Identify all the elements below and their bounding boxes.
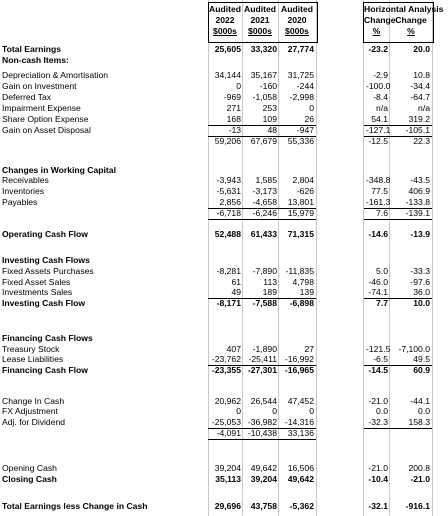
value-cell: 20,962 — [214, 396, 241, 406]
change-pct-cell: 22.3 — [413, 136, 430, 146]
sum-underline — [208, 298, 316, 299]
row-label: Depreciation & Amortisation — [2, 70, 109, 80]
row-label: Financing Cash Flows — [2, 333, 93, 343]
change-pct-cell: -8.4 — [373, 92, 388, 102]
change-pct-cell: 406.9 — [408, 186, 430, 196]
row-label: Payables — [2, 197, 38, 207]
table-row — [0, 81, 448, 92]
row-label: Share Option Expense — [2, 114, 89, 124]
value-cell: -1,890 — [252, 344, 277, 354]
value-cell: 0 — [236, 406, 241, 416]
change-pct-cell: 10.0 — [413, 298, 430, 308]
change-pct-cell: -2.9 — [373, 70, 388, 80]
value-cell: 29,696 — [214, 501, 241, 511]
header-year: 2020 — [287, 15, 307, 25]
value-cell: -11,835 — [285, 266, 314, 276]
change-pct-cell: -161.3 — [366, 197, 391, 207]
value-cell: 61,433 — [250, 229, 277, 239]
value-cell: 31,725 — [287, 70, 314, 80]
value-cell: 168 — [226, 114, 241, 124]
change-pct-cell: -13.9 — [410, 229, 430, 239]
value-cell: -947 — [296, 125, 314, 135]
change-pct-cell: 319.2 — [408, 114, 430, 124]
table-row — [0, 92, 448, 103]
value-cell: -160 — [259, 81, 277, 91]
change-pct-cell: -14.5 — [368, 365, 388, 375]
table-row — [0, 266, 448, 277]
change-pct-cell: -32.1 — [368, 501, 388, 511]
change-pct-cell: 200.8 — [408, 463, 430, 473]
change-pct-cell: n/a — [418, 103, 430, 113]
change-pct-cell: -100.0 — [366, 81, 391, 91]
value-cell: 2,856 — [219, 197, 241, 207]
value-cell: -5,362 — [289, 501, 314, 511]
value-cell: 0 — [309, 406, 314, 416]
row-label: Investing Cash Flows — [2, 255, 90, 265]
value-cell: -7,890 — [252, 266, 277, 276]
sum-underline — [208, 125, 316, 126]
table-row — [0, 44, 448, 55]
header-units: $000s — [248, 26, 272, 36]
value-cell: -6,246 — [252, 208, 277, 218]
value-cell: 33,136 — [287, 428, 314, 438]
value-cell: -4,091 — [216, 428, 241, 438]
change-pct-cell: -127.1 — [366, 125, 391, 135]
value-cell: 13,801 — [287, 197, 314, 207]
change-pct-cell: -12.5 — [368, 136, 388, 146]
sum-underline — [208, 365, 316, 366]
table-row — [0, 417, 448, 428]
value-cell: 271 — [226, 103, 241, 113]
value-cell: -3,173 — [252, 186, 277, 196]
value-cell: 26,544 — [250, 396, 277, 406]
value-cell: 35,113 — [215, 474, 241, 484]
value-cell: -8,171 — [216, 298, 241, 308]
value-cell: 27 — [304, 344, 314, 354]
value-cell: 71,315 — [287, 229, 314, 239]
header-percent: % — [407, 26, 415, 36]
sum-underline — [364, 136, 432, 137]
value-cell: -3,943 — [216, 175, 241, 185]
change-pct-cell: 60.9 — [413, 365, 430, 375]
table-row — [0, 55, 448, 66]
change-pct-cell: -21.0 — [410, 474, 430, 484]
header-audited: Audited — [281, 4, 313, 14]
value-cell: -6,718 — [216, 208, 241, 218]
value-cell: 407 — [226, 344, 241, 354]
value-cell: -23,355 — [211, 365, 241, 375]
table-row — [0, 255, 448, 266]
value-cell: 34,144 — [214, 70, 241, 80]
change-pct-cell: -10.4 — [368, 474, 388, 484]
sum-underline — [208, 136, 316, 137]
row-label: FX Adjustment — [2, 406, 58, 416]
value-cell: -5,631 — [216, 186, 241, 196]
change-pct-cell: -33.3 — [410, 266, 430, 276]
change-pct-cell: 7.7 — [376, 298, 388, 308]
row-label: Inventories — [2, 186, 45, 196]
table-row — [0, 406, 448, 417]
row-label: Fixed Asset Sales — [2, 277, 71, 287]
value-cell: 43,758 — [250, 501, 277, 511]
value-cell: 61 — [231, 277, 241, 287]
sum-underline — [208, 208, 316, 209]
row-label: Lease Liabilities — [2, 354, 64, 364]
row-label: Impairment Expense — [2, 103, 81, 113]
change-pct-cell: -46.0 — [368, 277, 388, 287]
value-cell: 16,506 — [287, 463, 314, 473]
change-pct-cell: 36.0 — [413, 287, 430, 297]
sum-underline — [364, 298, 432, 299]
change-pct-cell: -348.8 — [366, 175, 391, 185]
table-row — [0, 125, 448, 136]
value-cell: 55,336 — [287, 136, 314, 146]
value-cell: 35,167 — [250, 70, 277, 80]
header-audited: Audited — [209, 4, 241, 14]
value-cell: 49,642 — [250, 463, 277, 473]
header-percent: % — [372, 26, 381, 36]
value-cell: -25,411 — [248, 354, 277, 364]
value-cell: 49 — [231, 287, 241, 297]
header-year: 2021 — [250, 15, 270, 25]
row-label: Treasury Stock — [2, 344, 60, 354]
change-pct-cell: 0.0 — [376, 406, 388, 416]
row-label: Investments Sales — [2, 287, 73, 297]
value-cell: 0 — [309, 103, 314, 113]
value-cell: 113 — [263, 277, 277, 287]
change-pct-cell: 54.1 — [371, 114, 388, 124]
value-cell: -14,316 — [284, 417, 314, 427]
row-label: Operating Cash Flow — [2, 229, 88, 239]
table-row — [0, 474, 448, 485]
value-cell: 47,452 — [287, 396, 314, 406]
change-pct-cell: -7,100.0 — [398, 344, 430, 354]
table-row — [0, 229, 448, 240]
row-label: Closing Cash — [2, 474, 57, 484]
change-pct-cell: -105.1 — [405, 125, 430, 135]
value-cell: -7,588 — [252, 298, 277, 308]
table-row — [0, 365, 448, 376]
change-pct-cell: 77.5 — [371, 186, 388, 196]
row-label: Adj. for Dividend — [2, 417, 66, 427]
header-units: $000s — [213, 26, 237, 36]
change-pct-cell: -121.5 — [366, 344, 391, 354]
row-label: Investing Cash Flow — [2, 298, 86, 308]
value-cell: 27,774 — [287, 44, 314, 54]
table-row — [0, 186, 448, 197]
value-cell: -16,992 — [284, 354, 314, 364]
change-pct-cell: -21.0 — [368, 396, 388, 406]
value-cell: 33,320 — [250, 44, 277, 54]
value-cell: -25,053 — [211, 417, 241, 427]
sum-underline — [364, 208, 432, 209]
value-cell: 4,798 — [292, 277, 314, 287]
value-cell: -626 — [296, 186, 314, 196]
row-label: Total Earnings less Change in Cash — [2, 501, 148, 511]
change-pct-cell: -133.8 — [405, 197, 430, 207]
value-cell: 1,585 — [255, 175, 277, 185]
row-label: Fixed Assets Purchases — [2, 266, 94, 276]
value-cell: 49,642 — [287, 474, 314, 484]
change-pct-cell: -14.6 — [368, 229, 388, 239]
header-change: Change — [364, 15, 396, 25]
value-cell: -4,658 — [252, 197, 277, 207]
table-row — [0, 136, 448, 147]
value-cell: -8,281 — [216, 266, 241, 276]
change-pct-cell: 158.3 — [408, 417, 430, 427]
sum-underline — [208, 219, 316, 220]
change-pct-cell: n/a — [376, 103, 388, 113]
change-pct-cell: -34.4 — [410, 81, 430, 91]
change-pct-cell: -23.2 — [368, 44, 388, 54]
change-pct-cell: -43.5 — [410, 175, 430, 185]
change-pct-cell: 10.8 — [413, 70, 430, 80]
row-label: Deferred Tax — [2, 92, 52, 102]
table-row — [0, 197, 448, 208]
table-row — [0, 165, 448, 176]
table-row — [0, 428, 448, 439]
value-cell: 109 — [262, 114, 277, 124]
row-label: Change In Cash — [2, 396, 65, 406]
table-row — [0, 103, 448, 114]
row-label: Total Earnings — [2, 44, 62, 54]
change-pct-cell: 49.5 — [413, 354, 430, 364]
change-pct-cell: 7.6 — [376, 208, 388, 218]
change-pct-cell: 20.0 — [413, 44, 430, 54]
change-pct-cell: -916.1 — [405, 501, 430, 511]
change-pct-cell: -139.1 — [405, 208, 430, 218]
value-cell: 48 — [267, 125, 277, 135]
value-cell: 2,804 — [292, 175, 314, 185]
change-pct-cell: -21.0 — [368, 463, 388, 473]
change-pct-cell: -32.3 — [368, 417, 388, 427]
table-row — [0, 114, 448, 125]
change-pct-cell: 0.0 — [418, 406, 430, 416]
table-row — [0, 277, 448, 288]
table-row — [0, 463, 448, 474]
table-row — [0, 298, 448, 309]
row-label: Non-cash Items: — [2, 55, 69, 65]
value-cell: 52,488 — [214, 229, 241, 239]
value-cell: 26 — [304, 114, 314, 124]
value-cell: 0 — [272, 406, 277, 416]
sum-underline — [364, 428, 432, 429]
value-cell: 25,605 — [214, 44, 241, 54]
value-cell: -27,301 — [247, 365, 277, 375]
value-cell: 59,206 — [214, 136, 241, 146]
table-row — [0, 344, 448, 355]
row-label: Gain on Investment — [2, 81, 77, 91]
row-label: Financing Cash Flow — [2, 365, 88, 375]
header-year: 2022 — [215, 15, 235, 25]
table-row — [0, 175, 448, 186]
sum-underline — [364, 219, 432, 220]
value-cell: 39,204 — [250, 474, 277, 484]
header-units: $000s — [285, 26, 309, 36]
value-cell: -6,898 — [289, 298, 314, 308]
value-cell: -10,438 — [247, 428, 277, 438]
sum-underline — [364, 365, 432, 366]
row-label: Receivables — [2, 175, 49, 185]
change-pct-cell: -97.6 — [410, 277, 430, 287]
value-cell: 67,679 — [250, 136, 277, 146]
value-cell: 253 — [262, 103, 277, 113]
table-row — [0, 354, 448, 365]
header-audited: Audited — [244, 4, 276, 14]
change-pct-cell: -74.1 — [368, 287, 388, 297]
value-cell: 15,979 — [287, 208, 314, 218]
table-row — [0, 333, 448, 344]
table-row — [0, 396, 448, 407]
table-row — [0, 70, 448, 81]
value-cell: -13 — [228, 125, 241, 135]
value-cell: -2,998 — [289, 92, 314, 102]
row-label: Gain on Asset Disposal — [2, 125, 91, 135]
value-cell: 139 — [299, 287, 314, 297]
table-row — [0, 208, 448, 219]
sum-underline — [208, 428, 316, 429]
value-cell: 189 — [262, 287, 277, 297]
header-horizontal-analysis: Horizontal Analysis — [364, 4, 444, 14]
sum-underline — [208, 439, 316, 440]
change-pct-cell: 5.0 — [376, 266, 388, 276]
value-cell: -969 — [223, 92, 241, 102]
row-label: Changes in Working Capital — [2, 165, 116, 175]
table-row — [0, 501, 448, 512]
value-cell: 0 — [236, 81, 241, 91]
value-cell: -16,965 — [284, 365, 314, 375]
header-change: Change — [395, 15, 427, 25]
table-row — [0, 287, 448, 298]
row-label: Opening Cash — [2, 463, 57, 473]
sum-underline — [364, 125, 432, 126]
value-cell: -36,982 — [247, 417, 277, 427]
change-pct-cell: -6.5 — [373, 354, 388, 364]
change-pct-cell: -64.7 — [410, 92, 430, 102]
value-cell: 39,204 — [214, 463, 241, 473]
value-cell: -1,058 — [252, 92, 277, 102]
change-pct-cell: -44.1 — [410, 396, 430, 406]
value-cell: -23,762 — [211, 354, 241, 364]
value-cell: -244 — [296, 81, 314, 91]
